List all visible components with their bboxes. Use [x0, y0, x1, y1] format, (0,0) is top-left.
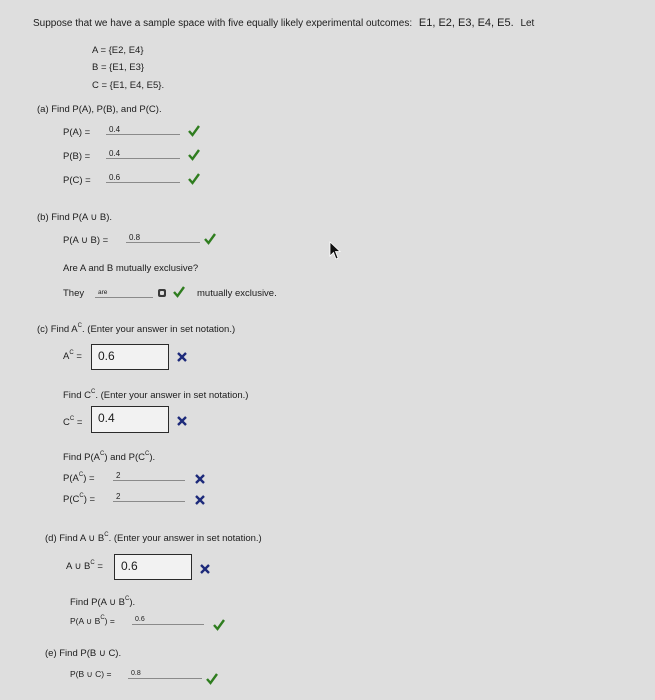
cross-icon — [194, 494, 206, 506]
pcc-label: $P(C^C)$ = — [63, 493, 96, 505]
aubc-input[interactable]: 0.6 — [114, 554, 192, 580]
dropdown-arrow-icon[interactable] — [158, 289, 166, 297]
cc-input[interactable]: 0.4 — [91, 406, 169, 433]
pc-input[interactable]: 0.6 — [106, 172, 180, 183]
intro-text: Suppose that we have a sample space with five equally likely experimental outcomes: E1, E2, E3, E4, E5. Let — [33, 17, 535, 29]
pac-input[interactable]: 2 — [113, 470, 185, 481]
part-c-prompt: (c) Find $A^C$. (Enter your answer in set notation.) — [37, 323, 236, 335]
cross-icon — [176, 351, 188, 363]
pa-label: P(A) = — [63, 127, 91, 138]
part-b-prompt: (b) Find P(A ∪ B). — [37, 212, 113, 223]
part-a-prompt: (a) Find P(A), P(B), and P(C). — [37, 104, 162, 115]
find-cc-prompt: Find $C^C$. (Enter your answer in set notation.) — [63, 389, 249, 401]
set-c: C = {E1, E4, E5}. — [92, 80, 165, 91]
they-label: They — [63, 288, 85, 299]
pc-label: P(C) = — [63, 175, 91, 186]
mutually-exclusive-select[interactable]: are — [95, 287, 153, 298]
paubc-input[interactable]: 0.6 — [132, 614, 204, 625]
pcc-input[interactable]: 2 — [113, 491, 185, 502]
paubc-label: P(A ∪ $B^C$) = — [70, 615, 115, 626]
mouse-cursor-icon — [329, 241, 341, 261]
pb-input[interactable]: 0.4 — [106, 148, 180, 159]
ac-input[interactable]: 0.6 — [91, 344, 169, 370]
cross-icon — [199, 563, 211, 575]
part-e-prompt: (e) Find P(B ∪ C). — [45, 648, 122, 659]
pb-label: P(B) = — [63, 151, 91, 162]
check-icon — [172, 285, 186, 299]
aubc-label: A ∪ $B^C$ = — [66, 560, 103, 572]
part-d-prompt: (d) Find A ∪ $B^C$. (Enter your answer in set notation.) — [45, 532, 262, 544]
paub-label: P(A ∪ B) = — [63, 235, 109, 246]
cross-icon — [176, 415, 188, 427]
set-a: A = {E2, E4} — [92, 45, 144, 56]
check-icon — [205, 672, 219, 686]
paub-input[interactable]: 0.8 — [126, 232, 200, 243]
pa-input[interactable]: 0.4 — [106, 124, 180, 135]
cc-label: $C^C$ = — [63, 416, 83, 428]
check-icon — [187, 148, 201, 162]
cross-icon — [194, 473, 206, 485]
check-icon — [187, 124, 201, 138]
check-icon — [203, 232, 217, 246]
pbuc-input[interactable]: 0.8 — [128, 668, 202, 679]
mutually-exclusive-suffix: mutually exclusive. — [197, 288, 277, 299]
ac-label: $A^C$ = — [63, 350, 82, 362]
check-icon — [212, 618, 226, 632]
find-probs-prompt: Find $P(A^C)$ and $P(C^C)$. — [63, 451, 156, 463]
find-paubc-prompt: Find P(A ∪ $B^C$). — [70, 596, 136, 608]
set-b: B = {E1, E3} — [92, 62, 145, 73]
mutually-exclusive-question: Are A and B mutually exclusive? — [63, 263, 199, 274]
check-icon — [187, 172, 201, 186]
pac-label: $P(A^C)$ = — [63, 472, 95, 484]
pbuc-label: P(B ∪ C) = — [70, 669, 112, 679]
